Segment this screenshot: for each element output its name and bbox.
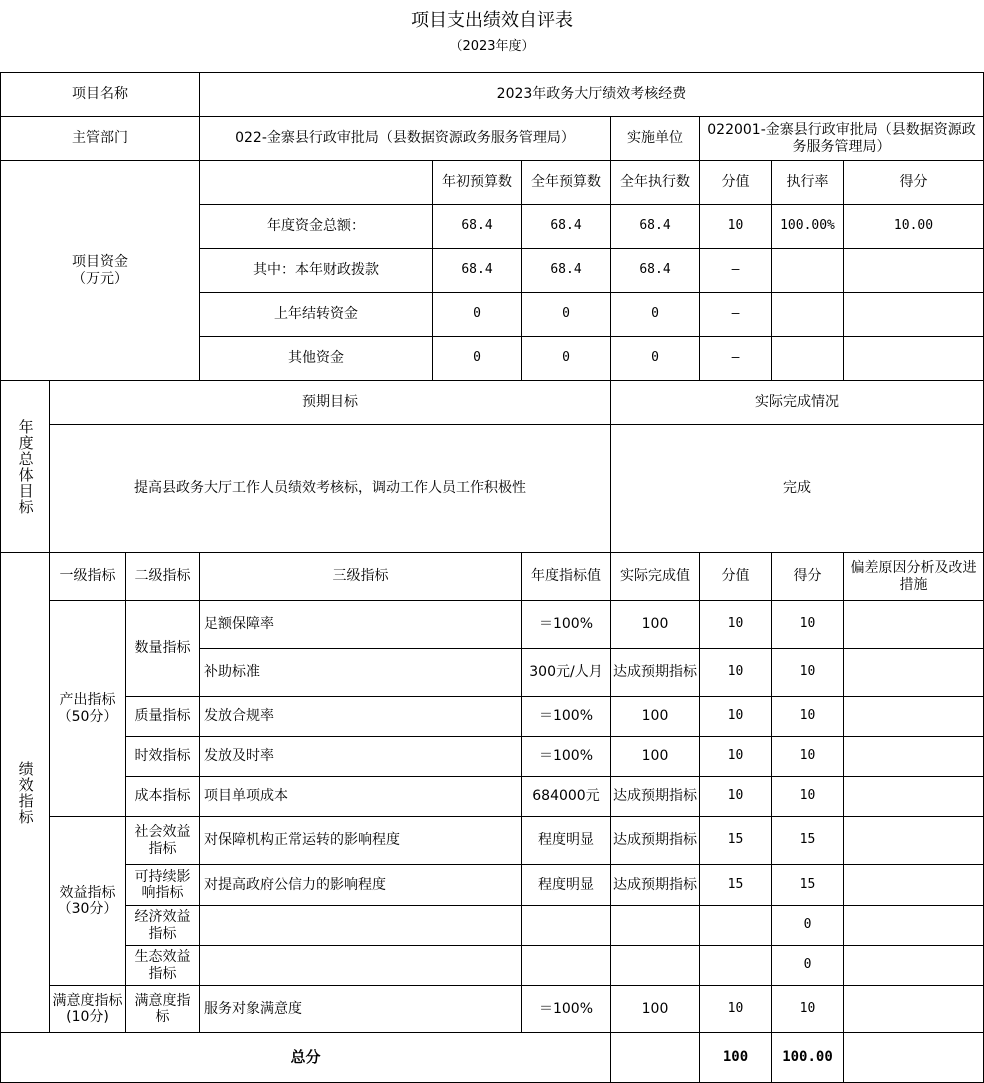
fund-row-cell: 100.00% <box>771 204 844 249</box>
perf-row-got: 0 <box>771 945 844 986</box>
funds-header-initial: 年初预算数 <box>432 160 522 205</box>
funds-header-got: 得分 <box>843 160 984 205</box>
perf-row-actual: 达成预期指标 <box>610 776 700 817</box>
perf-row-score <box>699 945 772 986</box>
level1-benefit: 效益指标 （30分） <box>49 816 126 986</box>
level2-sustainable: 可持续影响指标 <box>125 864 200 906</box>
perf-row-indicator <box>199 905 522 946</box>
fund-row-cell <box>843 248 984 293</box>
fund-row-cell <box>771 292 844 337</box>
perf-row-deviation <box>843 905 984 946</box>
funds-header-score: 分值 <box>699 160 772 205</box>
perf-row-actual <box>610 905 700 946</box>
level2-quality: 质量指标 <box>125 696 200 737</box>
perf-row-actual: 100 <box>610 985 700 1033</box>
perf-row-actual: 达成预期指标 <box>610 648 700 697</box>
total-actual-blank <box>610 1032 700 1083</box>
funds-header-executed: 全年执行数 <box>610 160 700 205</box>
actual-header: 实际完成情况 <box>610 380 984 425</box>
actual-result: 完成 <box>610 424 984 553</box>
dept-label: 主管部门 <box>0 116 200 161</box>
level1-output: 产出指标 （50分） <box>49 600 126 817</box>
perf-side-label: 绩效指标 <box>0 552 50 1033</box>
total-score: 100 <box>699 1032 772 1083</box>
fund-row-cell: — <box>699 336 772 381</box>
fund-row-cell: 0 <box>521 336 611 381</box>
total-label: 总分 <box>0 1032 611 1083</box>
perf-row-indicator: 发放合规率 <box>199 696 522 737</box>
perf-row-deviation <box>843 945 984 986</box>
perf-header-actual: 实际完成值 <box>610 552 700 601</box>
fund-row-cell <box>771 336 844 381</box>
total-deviation-blank <box>843 1032 984 1083</box>
fund-row-cell: 10 <box>699 204 772 249</box>
page-title: 项目支出绩效自评表 <box>411 10 573 31</box>
level2-quantity: 数量指标 <box>125 600 200 697</box>
perf-row-target <box>521 945 611 986</box>
perf-row-indicator: 对提高政府公信力的影响程度 <box>199 864 522 906</box>
perf-header-l1: 一级指标 <box>49 552 126 601</box>
perf-row-indicator: 足额保障率 <box>199 600 522 649</box>
fund-row-cell: 68.4 <box>521 204 611 249</box>
fund-row-cell <box>843 292 984 337</box>
perf-row-got: 0 <box>771 905 844 946</box>
level2-economic: 经济效益指标 <box>125 905 200 946</box>
perf-row-indicator: 对保障机构正常运转的影响程度 <box>199 816 522 865</box>
perf-row-deviation <box>843 816 984 865</box>
perf-row-deviation <box>843 776 984 817</box>
fund-row-cell: — <box>699 248 772 293</box>
perf-header-score: 分值 <box>699 552 772 601</box>
fund-row-cell: 68.4 <box>432 248 522 293</box>
perf-row-actual: 达成预期指标 <box>610 864 700 906</box>
fund-row-label: 其中：本年财政拨款 <box>199 248 433 293</box>
perf-row-target: 684000元 <box>521 776 611 817</box>
level2-timeliness: 时效指标 <box>125 736 200 777</box>
perf-header-target: 年度指标值 <box>521 552 611 601</box>
perf-header-got: 得分 <box>771 552 844 601</box>
perf-row-actual: 100 <box>610 736 700 777</box>
perf-row-got: 10 <box>771 600 844 649</box>
perf-row-score <box>699 905 772 946</box>
fund-row-cell: 0 <box>610 336 700 381</box>
expected-goal: 提高县政务大厅工作人员绩效考核标，调动工作人员工作积极性 <box>49 424 611 553</box>
perf-row-target: 程度明显 <box>521 864 611 906</box>
fund-row-cell: 0 <box>432 292 522 337</box>
perf-row-score: 10 <box>699 736 772 777</box>
perf-row-got: 15 <box>771 816 844 865</box>
perf-row-deviation <box>843 985 984 1033</box>
perf-row-target: 程度明显 <box>521 816 611 865</box>
perf-row-target: ＝100% <box>521 985 611 1033</box>
level2-satisfaction: 满意度指标 <box>125 985 200 1033</box>
funds-header-rate: 执行率 <box>771 160 844 205</box>
project-name-label: 项目名称 <box>0 72 200 117</box>
level1-satisfaction: 满意度指标(10分) <box>49 985 126 1033</box>
dept-value: 022-金寨县行政审批局（县数据资源政务服务管理局） <box>199 116 611 161</box>
fund-row-cell: 0 <box>432 336 522 381</box>
fund-row-cell <box>771 248 844 293</box>
fund-row-cell: 0 <box>521 292 611 337</box>
perf-header-l3: 三级指标 <box>199 552 522 601</box>
level2-cost: 成本指标 <box>125 776 200 817</box>
perf-row-target <box>521 905 611 946</box>
perf-row-deviation <box>843 600 984 649</box>
fund-row-label: 上年结转资金 <box>199 292 433 337</box>
perf-row-indicator <box>199 945 522 986</box>
fund-row-cell: — <box>699 292 772 337</box>
perf-row-score: 10 <box>699 696 772 737</box>
fund-row-cell: 68.4 <box>610 248 700 293</box>
perf-row-target: 300元/人月 <box>521 648 611 697</box>
perf-row-actual <box>610 945 700 986</box>
funds-header-blank <box>199 160 433 205</box>
perf-row-actual: 100 <box>610 696 700 737</box>
perf-row-indicator: 补助标准 <box>199 648 522 697</box>
perf-row-got: 15 <box>771 864 844 906</box>
project-name-value: 2023年政务大厅绩效考核经费 <box>199 72 984 117</box>
perf-row-got: 10 <box>771 736 844 777</box>
fund-row-cell: 10.00 <box>843 204 984 249</box>
perf-row-got: 10 <box>771 776 844 817</box>
perf-row-actual: 达成预期指标 <box>610 816 700 865</box>
perf-row-score: 15 <box>699 864 772 906</box>
perf-row-indicator: 发放及时率 <box>199 736 522 777</box>
perf-row-score: 15 <box>699 816 772 865</box>
perf-row-actual: 100 <box>610 600 700 649</box>
perf-row-indicator: 项目单项成本 <box>199 776 522 817</box>
total-got: 100.00 <box>771 1032 844 1083</box>
perf-row-score: 10 <box>699 600 772 649</box>
fund-row-cell: 68.4 <box>521 248 611 293</box>
perf-row-deviation <box>843 648 984 697</box>
fund-row-cell <box>843 336 984 381</box>
fund-row-cell: 0 <box>610 292 700 337</box>
perf-row-score: 10 <box>699 776 772 817</box>
funds-header-annual: 全年预算数 <box>521 160 611 205</box>
fund-row-label: 其他资金 <box>199 336 433 381</box>
level2-ecological: 生态效益指标 <box>125 945 200 986</box>
fund-row-label: 年度资金总额： <box>199 204 433 249</box>
year-subtitle: （2023年度） <box>449 39 535 54</box>
perf-row-score: 10 <box>699 648 772 697</box>
perf-row-got: 10 <box>771 696 844 737</box>
fund-row-cell: 68.4 <box>432 204 522 249</box>
unit-label: 实施单位 <box>610 116 700 161</box>
unit-value: 022001-金寨县行政审批局（县数据资源政务服务管理局） <box>699 116 984 161</box>
funds-label: 项目资金 （万元） <box>0 160 200 381</box>
perf-row-got: 10 <box>771 985 844 1033</box>
perf-row-target: ＝100% <box>521 696 611 737</box>
perf-row-target: ＝100% <box>521 736 611 777</box>
perf-row-score: 10 <box>699 985 772 1033</box>
perf-header-l2: 二级指标 <box>125 552 200 601</box>
perf-header-deviation: 偏差原因分析及改进措施 <box>843 552 984 601</box>
perf-row-deviation <box>843 864 984 906</box>
perf-row-indicator: 服务对象满意度 <box>199 985 522 1033</box>
perf-row-target: ＝100% <box>521 600 611 649</box>
level2-social: 社会效益指标 <box>125 816 200 865</box>
goals-side-label: 年度总体目标 <box>0 380 50 553</box>
perf-row-got: 10 <box>771 648 844 697</box>
expected-header: 预期目标 <box>49 380 611 425</box>
perf-row-deviation <box>843 696 984 737</box>
fund-row-cell: 68.4 <box>610 204 700 249</box>
perf-row-deviation <box>843 736 984 777</box>
